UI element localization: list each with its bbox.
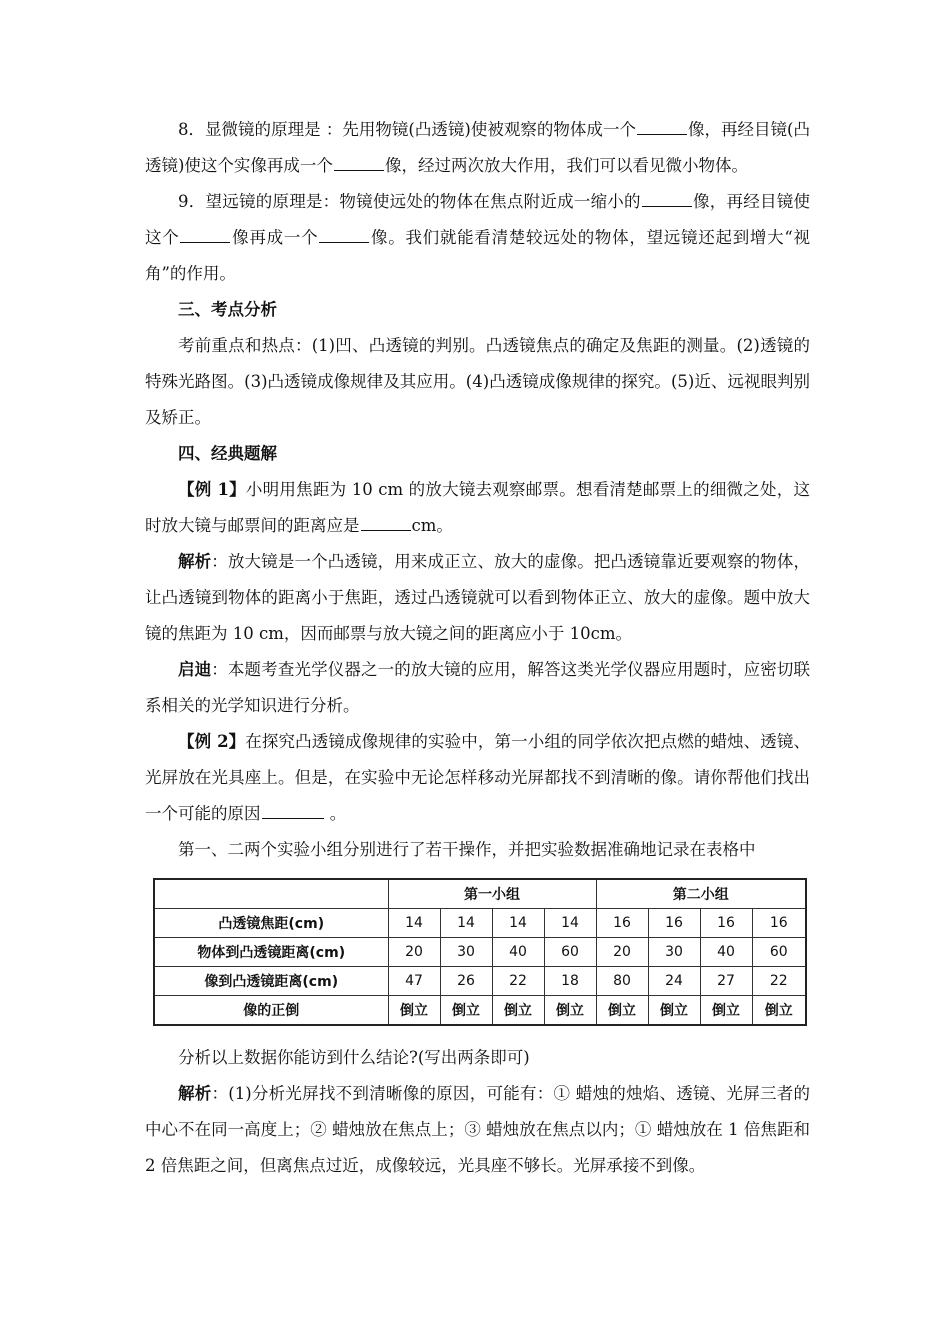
hint-text: ：本题考查光学仪器之一的放大镜的应用，解答这类光学仪器应用题时，应密切联系相关的光学知识进行分析。 [145, 660, 811, 715]
table-followup [145, 1040, 810, 1184]
answer-blank[interactable] [180, 222, 230, 243]
group-2-header: 第二小组 [596, 879, 806, 909]
example-2-question: 分析以上数据你能访到什么结论?(写出两条即可) [178, 1048, 530, 1067]
answer-blank[interactable] [361, 510, 411, 531]
analysis-text: ：(1)分析光屏找不到清晰像的原因，可能有：① 蜡烛的烛焰、透镜、光屏三者的中心不在同一高度上；② 蜡烛放在焦点上；③ 蜡烛放在焦点以内；① 蜡烛放在 1 倍焦距和 2 倍焦距之间，但离焦点过近，成像较远，光具座不够长。光屏承接不到像。 [145, 1084, 811, 1175]
example-2-tag: 【例 2】 [178, 732, 246, 751]
answer-blank[interactable] [262, 798, 324, 819]
q8-text-3: 像，经过两次放大作用，我们可以看见微小物体。 [384, 156, 748, 175]
table-cell: 30 [648, 938, 700, 967]
table-cell: 30 [440, 938, 492, 967]
table-cell: 18 [544, 967, 596, 996]
question-9 [145, 184, 810, 292]
table-cell: 16 [596, 909, 648, 938]
q8-text-1: 8．显微镜的原理是 ：先用物镜(凸透镜)使被观察的物体成一个 [178, 120, 636, 139]
table-cell: 60 [752, 938, 806, 967]
section-4-title: 四、经典题解 [178, 444, 277, 463]
table-cell: 14 [440, 909, 492, 938]
example-2 [145, 724, 810, 832]
document-body [145, 112, 810, 868]
table-header-row [154, 879, 806, 909]
table-cell: 22 [492, 967, 544, 996]
table-cell: 16 [700, 909, 752, 938]
analysis-label: 解析 [178, 552, 212, 571]
example-1-tag: 【例 1】 [178, 480, 246, 499]
example-2-table-intro: 第一、二两个实验小组分别进行了若干操作，并把实验数据准确地记录在表格中 [178, 840, 756, 859]
q9-text-2: 像，再经目镜使这个 [145, 192, 811, 247]
table-cell: 倒立 [492, 996, 544, 1026]
table-row [154, 967, 806, 996]
table-cell: 47 [388, 967, 440, 996]
question-8 [145, 112, 810, 184]
row-label: 像到凸透镜距离(cm) [154, 967, 388, 996]
table-cell: 40 [700, 938, 752, 967]
table-cell: 14 [544, 909, 596, 938]
row-label: 物体到凸透镜距离(cm) [154, 938, 388, 967]
table-cell: 14 [388, 909, 440, 938]
table-cell: 16 [752, 909, 806, 938]
example-1 [145, 472, 810, 544]
table-cell: 倒立 [752, 996, 806, 1026]
answer-blank[interactable] [334, 150, 384, 171]
example-2-text: 在探究凸透镜成像规律的实验中，第一小组的同学依次把点燃的蜡烛、透镜、光屏放在光具座上。但是，在实验中无论怎样移动光屏都找不到清晰的像。请你帮他们找出一个可能的原因 [145, 732, 811, 823]
example-1-text: 小明用焦距为 10 cm 的放大镜去观察邮票。想看清楚邮票上的细微之处，这时放大镜与邮票间的距离应是 [145, 480, 810, 535]
example-2-end: 。 [324, 804, 347, 823]
table-cell: 倒立 [596, 996, 648, 1026]
analysis-label: 解析 [178, 1084, 212, 1103]
analysis-text: ：放大镜是一个凸透镜，用来成正立、放大的虚像。把凸透镜靠近要观察的物体，让凸透镜到物体的距离小于焦距，透过凸透镜就可以看到物体正立、放大的虚像。题中放大镜的焦距为 10 cm，因而邮票与放大镜之间的距离应小于 10cm。 [145, 552, 811, 643]
q8-text-2: 像，再经目镜(凸透镜)使这个实像再成一个 [145, 120, 810, 175]
answer-blank[interactable] [319, 222, 369, 243]
hint-label: 启迪 [178, 660, 212, 679]
table-cell: 80 [596, 967, 648, 996]
group-1-header: 第一小组 [388, 879, 596, 909]
experiment-data-table [153, 878, 807, 1026]
table-cell: 20 [596, 938, 648, 967]
table-row [154, 909, 806, 938]
table-cell: 倒立 [648, 996, 700, 1026]
table-cell: 倒立 [544, 996, 596, 1026]
table-cell: 倒立 [440, 996, 492, 1026]
table-cell: 倒立 [700, 996, 752, 1026]
table-cell: 26 [440, 967, 492, 996]
section-3-title: 三、考点分析 [178, 300, 277, 319]
table-cell: 27 [700, 967, 752, 996]
example-2-analysis [145, 1076, 810, 1184]
table-row [154, 996, 806, 1026]
example-1-analysis [145, 544, 810, 652]
example-1-unit: cm。 [411, 516, 453, 535]
table-cell: 60 [544, 938, 596, 967]
table-cell: 24 [648, 967, 700, 996]
section-3-text: 考前重点和热点：(1)凹、凸透镜的判别。凸透镜焦点的确定及焦距的测量。(2)透镜的特殊光路图。(3)凸透镜成像规律及其应用。(4)凸透镜成像规律的探究。(5)近、远视眼判别及矫正。 [145, 336, 810, 427]
table-cell: 14 [492, 909, 544, 938]
table-row [154, 938, 806, 967]
row-label: 像的正倒 [154, 996, 388, 1026]
answer-blank[interactable] [642, 186, 692, 207]
answer-blank[interactable] [637, 114, 687, 135]
table-corner-cell [154, 879, 388, 909]
row-label: 凸透镜焦距(cm) [154, 909, 388, 938]
table-cell: 40 [492, 938, 544, 967]
q9-text-1: 9．望远镜的原理是：物镜使远处的物体在焦点附近成一缩小的 [178, 192, 641, 211]
q9-text-4: 像。我们就能看清楚较远处的物体，望远镜还起到增大“视角”的作用。 [145, 228, 811, 283]
table-cell: 16 [648, 909, 700, 938]
table-cell: 倒立 [388, 996, 440, 1026]
table-cell: 22 [752, 967, 806, 996]
example-1-hint [145, 652, 810, 724]
q9-text-3: 像再成一个 [231, 228, 319, 247]
table-cell: 20 [388, 938, 440, 967]
